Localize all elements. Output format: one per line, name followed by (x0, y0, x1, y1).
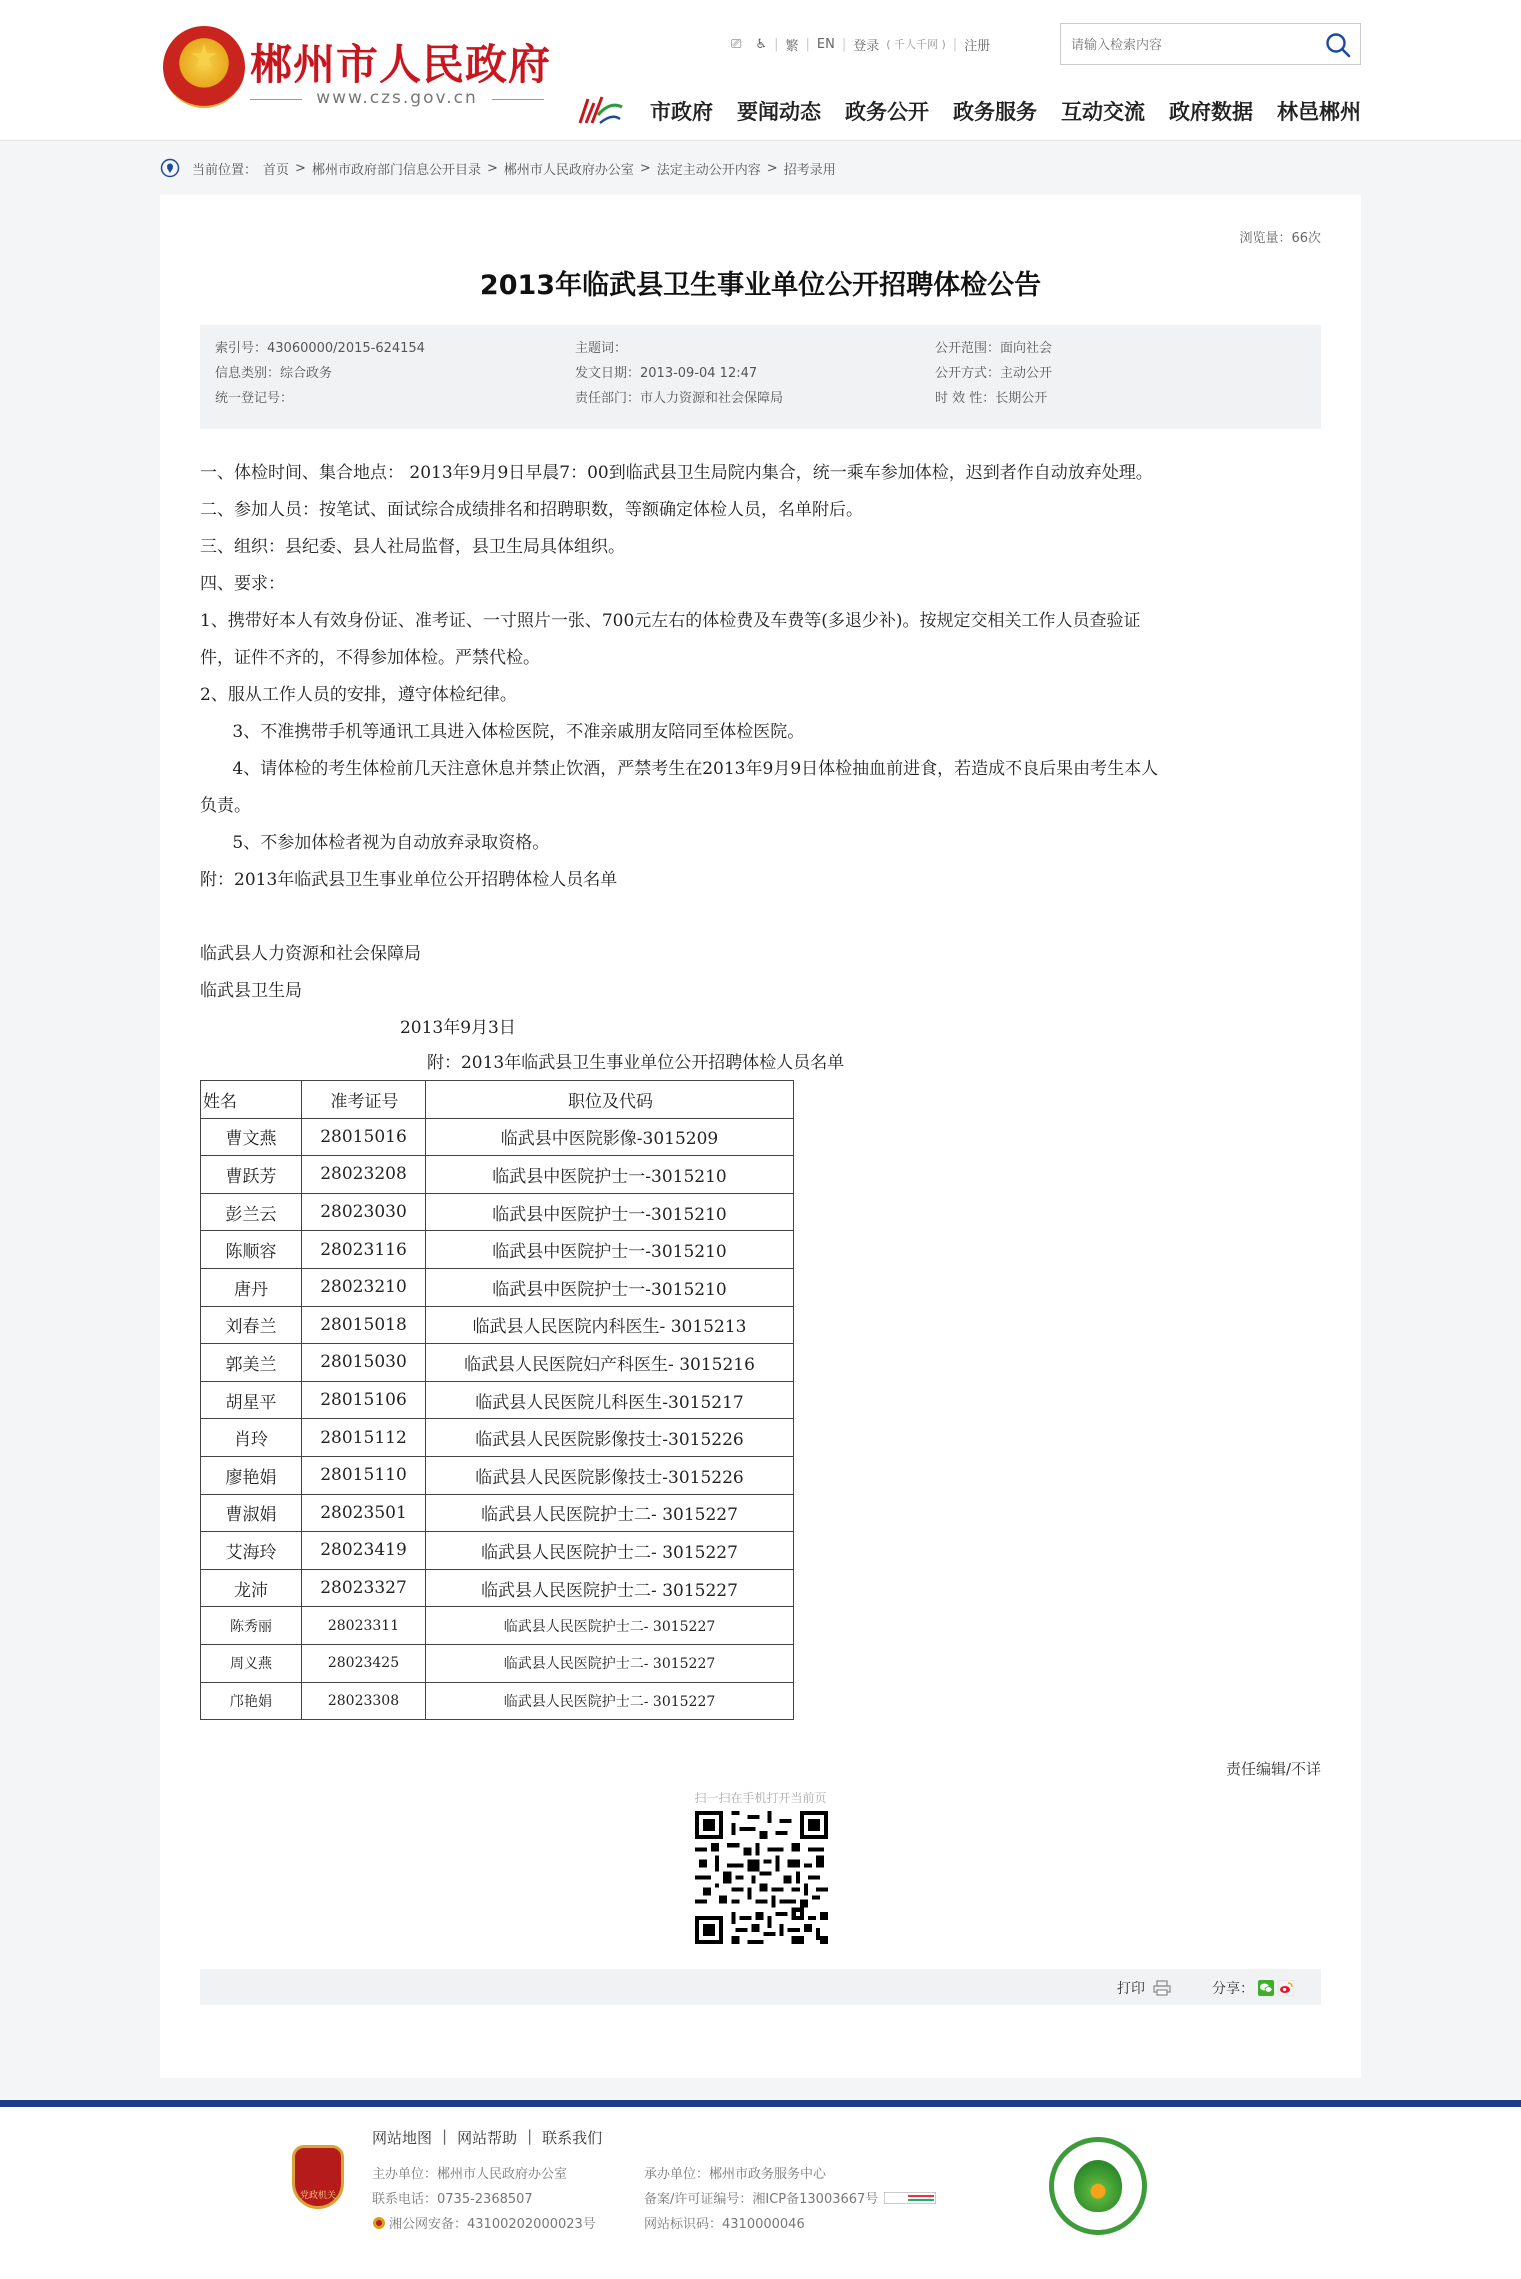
paragraph: 3、不准携带手机等通讯工具进入体检医院，不准亲戚朋友陪同至体检医院。 (200, 722, 805, 742)
site-footer (0, 2107, 1521, 2279)
nav-item-disclosure[interactable]: 政务公开 (845, 100, 929, 124)
table-row: 艾海玲 28023419 临武县人民医院护士二- 3015227 (201, 1532, 794, 1570)
meta-reg-no: 统一登记号： (215, 391, 294, 406)
signature-hr-bureau: 临武县人力资源和社会保障局 (200, 944, 421, 964)
table-row: 曹文燕 28015016 临武县中医院影像-3015209 (201, 1118, 794, 1156)
col-header-exam-no: 准考证号 (302, 1081, 426, 1119)
qr-code-icon (695, 1811, 828, 1944)
site-header (0, 0, 1521, 141)
footer-link-sitemap[interactable]: 网站地图 (372, 2129, 433, 2147)
register-link[interactable]: 注册 (964, 38, 991, 54)
table-row: 陈秀丽 28023311 临武县人民医院护士二- 3015227 (201, 1607, 794, 1645)
footer-icp[interactable]: 备案/许可证编号：湘ICP备13003667号 (644, 2188, 936, 2207)
paragraph: 5、不参加体检者视为自动放弃录取资格。 (200, 833, 550, 853)
table-row: 彭兰云 28023030 临武县中医院护士一-3015210 (201, 1193, 794, 1231)
english-link[interactable]: EN (816, 36, 835, 52)
paragraph: 四、要求： (200, 574, 285, 594)
breadcrumb-content[interactable]: 法定主动公开内容 (656, 162, 761, 178)
search-box (1060, 23, 1361, 65)
meta-publish-date: 发文日期：2013-09-04 12:47 (575, 366, 758, 381)
wechat-icon[interactable] (1258, 1980, 1274, 1996)
table-header-row (201, 1081, 794, 1119)
breadcrumb-office[interactable]: 郴州市人民政府办公室 (503, 162, 634, 178)
table-row: 周义燕 28023425 临武县人民医院护士二- 3015227 (201, 1644, 794, 1682)
share-group (1212, 1978, 1294, 1998)
signature-date: 2013年9月3日 (200, 1018, 516, 1038)
paragraph: 二、参加人员：按笔试、面试综合成绩排名和招聘职数，等额确定体检人员，名单附后。 (200, 500, 863, 520)
responsible-editor: 责任编辑/不详 (1225, 1760, 1321, 1778)
nav-item-data[interactable]: 政府数据 (1169, 100, 1253, 124)
meta-validity: 时 效 性：长期公开 (935, 391, 1048, 406)
table-row: 龙沛 28023327 临武县人民医院护士二- 3015227 (201, 1569, 794, 1607)
login-link[interactable]: 登录 (853, 38, 880, 54)
national-emblem-icon[interactable] (163, 26, 245, 108)
breadcrumb-catalog[interactable]: 郴州市政府部门信息公开目录 (311, 162, 481, 178)
top-links: ⎚ ♿ | 繁 | EN | 登录 ( 千人千网 ) | 注册 (731, 36, 991, 54)
signature-health-bureau: 临武县卫生局 (200, 981, 302, 1001)
paragraph: 负责。 (200, 796, 251, 816)
footer-police[interactable]: 湘公网安备：43100202000023号 (372, 2213, 596, 2232)
article-title: 2013年临武县卫生事业单位公开招聘体检公告 (479, 270, 1042, 301)
linyi-logo-icon (576, 93, 626, 129)
paragraph: 一、体检时间、集合地点： 2013年9月9日早晨7：00到临武县卫生局院内集合，统一乘车参加体检，迟到者作自动放弃处理。 (200, 463, 1153, 483)
qr-label: 扫一扫在手机打开当前页 (694, 1791, 827, 1805)
print-label: 打印 (1117, 1981, 1145, 1997)
table-row: 郭美兰 28015030 临武县人民医院妇产科医生- 3015216 (201, 1344, 794, 1382)
police-badge-icon (372, 2216, 386, 2230)
paragraph: 4、请体检的考生体检前几天注意休息并禁止饮酒，严禁考生在2013年9月9日体检抽血前进食，若造成不良后果由考生本人 (200, 759, 1159, 779)
breadcrumb-recruitment[interactable]: 招考录用 (783, 162, 836, 178)
table-row: 陈顺容 28023116 临武县中医院护士一-3015210 (201, 1231, 794, 1269)
print-button[interactable] (1117, 1978, 1171, 1998)
weibo-icon[interactable] (1278, 1980, 1294, 1996)
login-note: ( 千人千网 ) (886, 38, 946, 51)
table-row: 曹跃芳 28023208 临武县中医院护士一-3015210 (201, 1156, 794, 1194)
table-caption: 附：2013年临武县卫生事业单位公开招聘体检人员名单 (200, 1053, 845, 1073)
paragraph: 1、携带好本人有效身份证、准考证、一寸照片一张、700元左右的体检费及车费等(多退少补)。按规定交相关工作人员查验证 (200, 611, 1141, 631)
main-nav (650, 96, 1361, 126)
wheelchair-icon[interactable]: ♿ (755, 36, 768, 52)
party-government-badge-icon[interactable] (292, 2145, 344, 2209)
paragraph: 件，证件不齐的，不得参加体检。严禁代检。 (200, 648, 540, 668)
meta-category: 信息类别：综合政务 (215, 366, 333, 381)
printer-icon (1153, 1980, 1171, 1996)
nav-item-government[interactable]: 市政府 (650, 100, 713, 124)
share-bar (200, 1969, 1321, 2005)
table-row: 刘春兰 28015018 临武县人民医院内科医生- 3015213 (201, 1306, 794, 1344)
nav-item-news[interactable]: 要闻动态 (737, 100, 821, 124)
meta-index-no: 索引号：43060000/2015-624154 (215, 341, 425, 356)
location-pin-icon (160, 158, 180, 178)
meta-scope: 公开范围：面向社会 (935, 341, 1053, 356)
paragraph: 三、组织：县纪委、县人社局监督，县卫生局具体组织。 (200, 537, 625, 557)
breadcrumb-label: 当前位置： (192, 162, 258, 178)
footer-phone: 联系电话：0735-2368507 (372, 2192, 533, 2207)
meta-subject: 主题词： (575, 341, 628, 356)
footer-links: 网站地图 | 网站帮助 | 联系我们 (372, 2127, 603, 2147)
footer-link-contact[interactable]: 联系我们 (542, 2129, 603, 2147)
table-row: 唐丹 28023210 临武县中医院护士一-3015210 (201, 1268, 794, 1306)
footer-site-code: 网站标识码：4310000046 (644, 2217, 805, 2232)
share-label: 分享： (1212, 1981, 1254, 1997)
col-header-name: 姓名 (201, 1081, 302, 1119)
meta-method: 公开方式：主动公开 (935, 366, 1053, 381)
site-url: www.czs.gov.cn (250, 88, 544, 108)
civilized-city-logo-icon[interactable] (1049, 2137, 1147, 2235)
paragraph: 2、服从工作人员的安排，遵守体检纪律。 (200, 685, 517, 705)
candidate-table (200, 1080, 794, 1720)
footer-link-help[interactable]: 网站帮助 (457, 2129, 518, 2147)
paragraph: 附：2013年临武县卫生事业单位公开招聘体检人员名单 (200, 870, 618, 890)
breadcrumb-home[interactable]: 首页 (263, 162, 290, 178)
meta-department: 责任部门：市人力资源和社会保障局 (575, 391, 784, 406)
nav-item-linyi[interactable]: 林邑郴州 (1277, 100, 1361, 124)
article-container (160, 195, 1361, 2078)
nav-item-interaction[interactable]: 互动交流 (1061, 100, 1145, 124)
breadcrumb: 当前位置： 首页 > 郴州市政府部门信息公开目录 > 郴州市人民政府办公室 > 法定主动公开内容 > 招考录用 (160, 158, 842, 178)
footer-divider (0, 2100, 1521, 2107)
badge-text: 党政机关 (299, 2191, 336, 2201)
table-row: 邝艳娟 28023308 临武县人民医院护士二- 3015227 (201, 1682, 794, 1720)
table-row: 肖玲 28015112 临武县人民医院影像技士-3015226 (201, 1419, 794, 1457)
cnzz-icon[interactable] (884, 2192, 936, 2204)
site-name[interactable]: 郴州市人民政府 (250, 40, 552, 89)
accessibility-icon[interactable]: ⎚ (731, 36, 742, 52)
footer-sponsor: 主办单位：郴州市人民政府办公室 (372, 2167, 568, 2182)
view-count: 浏览量：66次 (1239, 231, 1321, 246)
nav-item-services[interactable]: 政务服务 (953, 100, 1037, 124)
traditional-chinese-link[interactable]: 繁 (785, 38, 799, 54)
table-row: 廖艳娟 28015110 临武县人民医院影像技士-3015226 (201, 1456, 794, 1494)
col-header-position: 职位及代码 (426, 1081, 794, 1119)
table-row: 胡星平 28015106 临武县人民医院儿科医生-3015217 (201, 1381, 794, 1419)
footer-undertaker: 承办单位：郴州市政务服务中心 (644, 2167, 827, 2182)
search-icon[interactable] (1324, 31, 1352, 59)
table-row: 曹淑娟 28023501 临武县人民医院护士二- 3015227 (201, 1494, 794, 1532)
search-input[interactable] (1071, 34, 1311, 56)
article-meta (200, 325, 1321, 429)
